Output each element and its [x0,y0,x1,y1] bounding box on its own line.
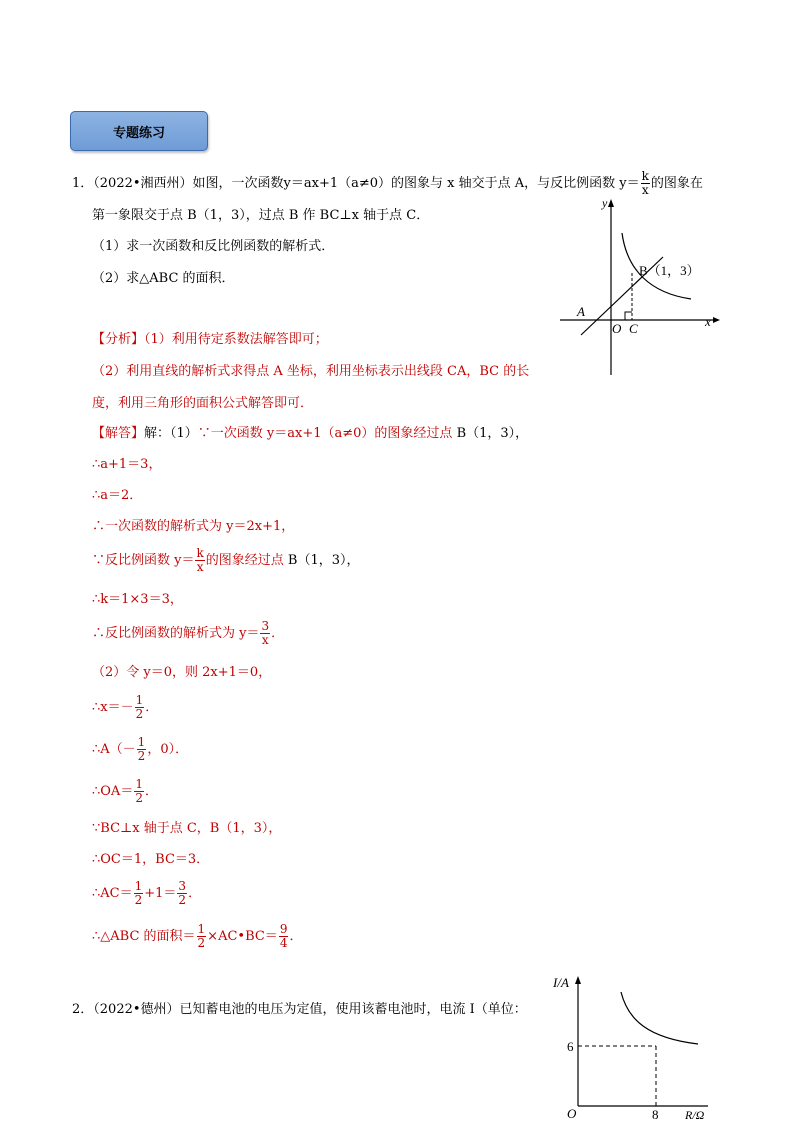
solution-line-14 [92,880,201,907]
solution-14-b: +1＝ [144,886,177,901]
solution-11-a: ∴OA＝ [92,784,134,799]
frac-den: 2 [134,893,143,907]
fraction-1-over-2 [197,923,207,950]
frac-num: 1 [137,735,146,749]
solution-1-a: 解：（1） [144,426,198,441]
inverse-curve [621,992,698,1044]
solution-line-9 [92,694,158,721]
solution-line-15 [92,923,302,950]
frac-den: 2 [135,791,143,805]
analysis-tag: 【分析】 [92,332,145,347]
frac-num: k [196,546,204,560]
fraction-1-over-2 [134,778,144,805]
fraction-k-over-x [195,547,204,574]
label-r-ohm: R/Ω [685,1108,705,1120]
q1-line-2: 第一象限交于点 B（1，3），过点 B 作 BC⊥x 轴于点 C． [92,208,430,223]
solution-9-b: ． [145,700,159,715]
solution-10-b: ，0）． [147,742,189,757]
solution-7-a: ∴反比例函数的解析式为 y＝ [92,626,260,641]
y-axis-arrow-icon [608,199,614,207]
fraction-9-over-4 [279,923,289,950]
solution-5-a: ∵反比例函数 y＝ [92,553,195,568]
solution-line-11 [92,778,158,805]
frac-den: 2 [197,936,206,950]
frac-num: 9 [279,922,288,936]
section-badge: 专题练习 [70,111,208,151]
solution-line-5 [92,547,360,574]
solution-line-1 [92,425,528,443]
label-x: x [705,314,711,329]
fraction-3-over-x [260,620,270,647]
q1-line-1 [72,170,703,197]
solution-11-b: ． [144,784,158,799]
solution-14-a: ∴AC＝ [92,886,133,901]
frac-den: 2 [135,707,144,721]
q2-line-1: 2．（2022•德州）已知蓄电池的电压为定值，使用该蓄电池时，电流 I（单位： [72,1002,527,1017]
q1-line-1-c: 的图象在 [650,176,703,191]
solution-5-b: 的图象经过点 [205,553,284,568]
analysis-text-1: （1）利用待定系数法解答即可； [144,332,328,347]
label-y: y [602,196,608,210]
solution-15-c: ． [289,929,303,944]
solution-line-12: ∵BC⊥x 轴于点 C，B（1，3）， [92,821,282,836]
frac-num: 1 [134,879,143,893]
analysis-line-1 [92,331,328,349]
frac-den: 2 [137,749,146,763]
fraction-3-over-2 [177,880,187,907]
solution-1-c: B（1，3）， [452,426,529,441]
solution-10-a: ∴A（－ [92,742,136,757]
label-i-a: I/A [553,975,569,990]
frac-num: 1 [135,777,143,791]
solution-line-6: ∴k＝1×3＝3， [92,592,183,607]
y-axis-arrow-icon [575,976,581,984]
q1-line-1-b: y＝ax+1（a≠0）的图象与 x 轴交于点 A，与反比例函数 y＝ [283,176,640,191]
frac-num: 1 [197,922,206,936]
solution-line-2: ∴a+1＝3， [92,457,162,472]
frac-den: x [641,183,649,197]
solution-7-b: ． [271,626,285,641]
frac-num: k [641,169,649,183]
solution-15-a: ∴△ABC 的面积＝ [92,929,196,944]
label-a: A [577,304,585,319]
q1-fraction-k-over-x [641,170,650,197]
analysis-line-2: （2）利用直线的解析式求得点 A 坐标，利用坐标表示出线段 CA，BC 的长 [92,364,530,379]
solution-15-b: ×AC•BC＝ [207,929,278,944]
frac-den: 2 [178,893,187,907]
tick-8: 8 [652,1107,659,1120]
solution-line-7 [92,620,284,647]
label-o: O [567,1106,577,1120]
q1-line-1-a: 1．（2022•湘西州）如图，一次函数 [72,176,284,191]
solution-5-c: B（1，3）， [283,553,360,568]
q1-part-1: （1）求一次函数和反比例函数的解析式． [92,239,335,254]
frac-num: 3 [178,879,187,893]
label-c: C [629,321,638,336]
solution-line-10 [92,736,188,763]
solution-1-b: ∵一次函数 y＝ax+1（a≠0）的图象经过点 [197,426,453,441]
frac-den: 4 [279,936,288,950]
fraction-1-over-2 [134,880,144,907]
q1-part-2: （2）求△ABC 的面积． [92,271,235,286]
right-angle-mark [625,312,632,320]
x-axis-arrow-icon [713,317,720,323]
frac-den: x [196,560,204,574]
fraction-1-over-2 [135,694,145,721]
frac-num: 3 [261,619,270,633]
solution-9-a: ∴x＝－ [92,700,134,715]
q2-figure [548,970,728,1120]
solution-line-8: （2）令 y＝0，则 2x+1＝0， [92,665,272,680]
solution-tag: 【解答】 [92,426,145,441]
solution-line-13: ∴OC＝1，BC＝3． [92,852,210,867]
frac-num: 1 [135,693,144,707]
solution-line-4: ∴一次函数的解析式为 y＝2x+1， [92,519,295,534]
tick-6: 6 [567,1039,574,1054]
analysis-line-3: 度，利用三角形的面积公式解答即可． [92,396,314,411]
label-b: B（1，3） [639,263,700,278]
fraction-1-over-2 [137,736,147,763]
frac-den: x [261,633,269,647]
label-o: O [612,321,622,336]
solution-line-3: ∴a＝2． [92,488,143,503]
q1-figure [555,195,725,377]
solution-14-c: ． [188,886,202,901]
